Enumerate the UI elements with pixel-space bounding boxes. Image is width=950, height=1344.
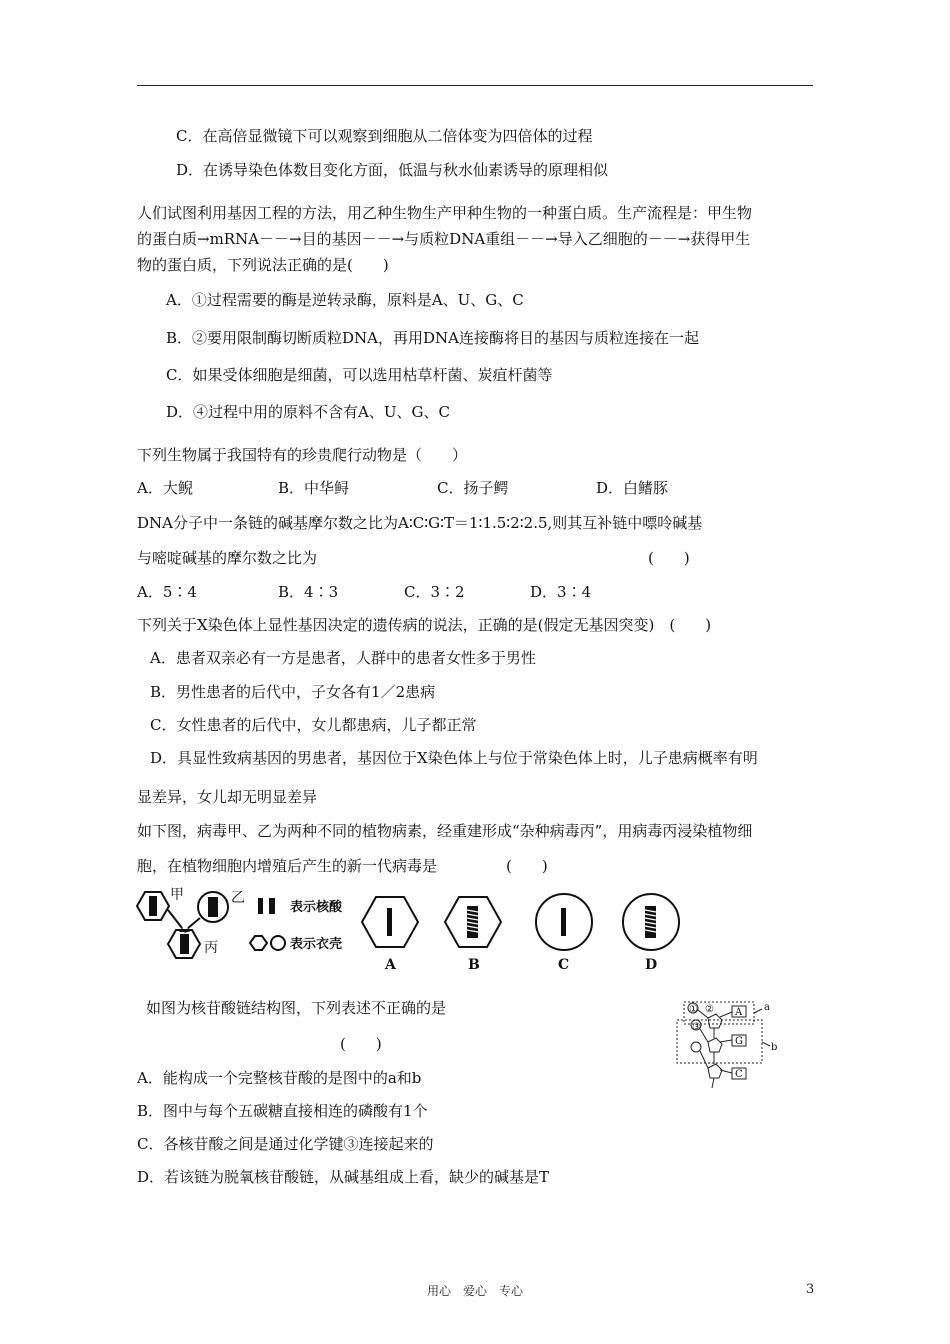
legend-hexagon-shell: [250, 936, 267, 950]
gene-option-a: A．①过程需要的酶是逆转录酶，原料是A、U、G、C: [166, 291, 524, 309]
arrow-yi-to-bing: [188, 918, 200, 928]
label-b: b: [771, 1042, 778, 1053]
phosphate-3: [691, 1042, 701, 1052]
reptile-option-d: D．白鳍豚: [596, 479, 669, 497]
label-n3: ③: [692, 1022, 701, 1033]
xlinked-option-d-line-2: 显差异，女儿却无明显差异: [137, 788, 318, 806]
label-bing: 丙: [204, 940, 218, 956]
nucleotide-stem: 如图为核苷酸链结构图，下列表述不正确的是: [146, 999, 447, 1017]
virus-answer-bracket: ( ): [506, 857, 548, 875]
dna-option-c: C．3∶2: [404, 583, 465, 601]
xlinked-option-d-line-1: D．具显性致病基因的男患者，基因位于X染色体上与位于常染色体上时，儿子患病概率有明: [150, 749, 758, 767]
virus-figure: [130, 884, 710, 980]
choice-label-b: B: [468, 957, 480, 973]
header-rule: [137, 85, 813, 86]
dna-stem-line-2: 与嘧啶碱基的摩尔数之比为: [137, 549, 318, 567]
xlinked-option-c: C．女性患者的后代中，女儿都患病，儿子都正常: [150, 716, 477, 734]
gene-option-c: C．如果受体细胞是细菌，可以选用枯草杆菌、炭疽杆菌等: [166, 366, 553, 384]
gene-stem-line-1: 人们试图利用基因工程的方法，用乙种生物生产甲种生物的一种蛋白质。生产流程是：甲生物: [137, 204, 753, 222]
legend-shell-text: 表示衣壳: [290, 937, 343, 952]
nucleotide-option-d: D．若该链为脱氧核苷酸链，从碱基组成上看，缺少的碱基是T: [137, 1168, 550, 1186]
gene-option-b: B．②要用限制酶切断质粒DNA，再用DNA连接酶将目的基因与质粒连接在一起: [166, 329, 699, 347]
virus-stem-line-2: 胞，在植物细胞内增殖后产生的新一代病毒是: [137, 857, 438, 875]
legend-rod-1: [258, 898, 263, 914]
gene-stem-line-2: 的蛋白质→mRNA－－→目的基因－－→与质粒DNA重组－－→导入乙细胞的－－→获得甲生: [137, 230, 751, 248]
pentose-2: [708, 1038, 722, 1052]
dna-option-a: A．5∶4: [137, 583, 197, 601]
dna-option-d: D．3∶4: [530, 583, 592, 601]
legend-circle-shell: [271, 936, 285, 950]
option-c-nucleic-acid: [561, 908, 566, 936]
arrow-jia-to-bing: [168, 910, 182, 928]
virus-yi-nucleic-acid: [208, 897, 218, 917]
gene-option-d: D．④过程中用的原料不含有A、U、G、C: [166, 403, 450, 421]
virus-bing-nucleic-acid: [180, 934, 189, 954]
legend-rod-2: [269, 898, 275, 914]
label-jia: 甲: [170, 887, 184, 903]
page-footer: 用心 爱心 专心: [426, 1284, 523, 1298]
dna-stem-line-1: DNA分子中一条链的碱基摩尔数之比为A∶C∶G∶T＝1∶1.5∶2∶2.5,则其互补链中嘌呤碱基: [137, 514, 703, 532]
legend-acid-text: 表示核酸: [290, 900, 343, 915]
base-c: C: [735, 1069, 743, 1080]
option-a-nucleic-acid: [387, 908, 392, 936]
choice-label-d: D: [645, 957, 658, 973]
reptile-option-a: A．大鲵: [137, 479, 193, 497]
xlinked-option-b: B．男性患者的后代中，子女各有1／2患病: [150, 683, 436, 701]
choice-label-c: C: [558, 957, 570, 973]
reptile-option-c: C．扬子鳄: [437, 479, 509, 497]
nucleotide-answer-bracket: ( ): [340, 1035, 382, 1053]
xlinked-option-a: A．患者双亲必有一方是患者，人群中的患者女性多于男性: [150, 649, 536, 667]
dna-answer-bracket: ( ): [648, 549, 690, 567]
label-yi: 乙: [231, 890, 245, 906]
nucleotide-option-b: B．图中与每个五碳糖直接相连的磷酸有1个: [137, 1102, 428, 1120]
virus-jia-nucleic-acid: [149, 896, 157, 916]
nucleotide-figure: [674, 1000, 794, 1096]
reptile-option-b: B．中华鲟: [278, 479, 350, 497]
virus-stem-line-1: 如下图，病毒甲、乙为两种不同的植物病素，经重建形成“杂种病毒丙”，用病毒丙浸染植物细: [137, 822, 753, 840]
label-n1: ①: [689, 1004, 698, 1015]
prev-option-c: C．在高倍显微镜下可以观察到细胞从二倍体变为四倍体的过程: [176, 127, 593, 145]
choice-label-a: A: [385, 957, 396, 973]
base-a: A: [735, 1007, 743, 1018]
label-n2: ②: [705, 1004, 714, 1015]
nucleotide-option-c: C．各核苷酸之间是通过化学键③连接起来的: [137, 1135, 434, 1153]
page-number: 3: [806, 1282, 815, 1297]
label-a: a: [764, 1002, 770, 1013]
gene-stem-line-3: 物的蛋白质，下列说法正确的是( ): [137, 256, 389, 274]
xlinked-stem: 下列关于X染色体上显性基因决定的遗传病的说法，正确的是(假定无基因突变) ( ): [137, 616, 712, 634]
prev-option-d: D．在诱导染色体数目变化方面，低温与秋水仙素诱导的原理相似: [176, 161, 609, 179]
reptile-stem: 下列生物属于我国特有的珍贵爬行动物是（ ）: [137, 446, 468, 464]
nucleotide-option-a: A．能构成一个完整核苷酸的是图中的a和b: [137, 1069, 422, 1087]
dna-option-b: B．4∶3: [278, 583, 339, 601]
pentose-1: [708, 1014, 722, 1028]
base-g: G: [735, 1036, 743, 1047]
pentose-3: [708, 1064, 722, 1078]
